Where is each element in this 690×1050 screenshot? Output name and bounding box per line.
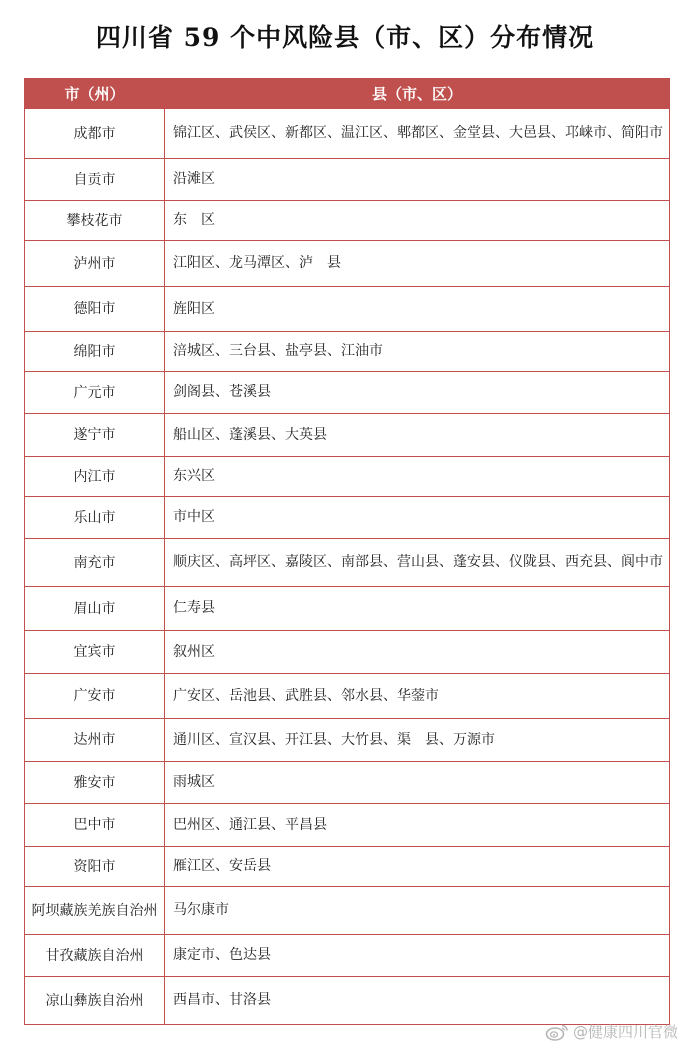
counties-cell: 康定市、色达县 xyxy=(165,935,670,977)
counties-cell: 东兴区 xyxy=(165,457,670,497)
table-row xyxy=(25,241,670,287)
table-row xyxy=(25,457,670,497)
city-cell: 内江市 xyxy=(25,457,165,497)
weibo-icon xyxy=(545,1023,569,1041)
city-cell: 攀枝花市 xyxy=(25,201,165,241)
counties-cell: 西昌市、甘洛县 xyxy=(165,977,670,1025)
table-row xyxy=(25,201,670,241)
city-cell: 雅安市 xyxy=(25,762,165,804)
city-cell: 南充市 xyxy=(25,539,165,587)
table-row xyxy=(25,935,670,977)
city-cell: 绵阳市 xyxy=(25,332,165,372)
city-cell: 自贡市 xyxy=(25,159,165,201)
city-cell: 广元市 xyxy=(25,372,165,414)
table-row xyxy=(25,159,670,201)
counties-cell: 雁江区、安岳县 xyxy=(165,847,670,887)
table-row xyxy=(25,977,670,1025)
counties-cell: 市中区 xyxy=(165,497,670,539)
watermark-text: @健康四川官微 xyxy=(572,1023,678,1041)
city-cell: 泸州市 xyxy=(25,241,165,287)
city-cell: 遂宁市 xyxy=(25,414,165,457)
city-cell: 阿坝藏族羌族自治州 xyxy=(25,887,165,935)
header-counties: 县（市、区） xyxy=(165,78,670,109)
table-row xyxy=(25,287,670,332)
counties-cell: 江阳区、龙马潭区、泸 县 xyxy=(165,241,670,287)
table-row xyxy=(25,631,670,674)
table-row xyxy=(25,719,670,762)
counties-cell: 仁寿县 xyxy=(165,587,670,631)
table-row xyxy=(25,674,670,719)
city-cell: 眉山市 xyxy=(25,587,165,631)
table-header-row xyxy=(25,78,670,109)
table-row xyxy=(25,497,670,539)
table-row xyxy=(25,887,670,935)
watermark xyxy=(545,1021,678,1042)
table-row xyxy=(25,762,670,804)
counties-cell: 剑阁县、苍溪县 xyxy=(165,372,670,414)
counties-cell: 涪城区、三台县、盐亭县、江油市 xyxy=(165,332,670,372)
table-row xyxy=(25,539,670,587)
risk-table xyxy=(24,78,670,1025)
city-cell: 凉山彝族自治州 xyxy=(25,977,165,1025)
counties-cell: 顺庆区、高坪区、嘉陵区、南部县、营山县、蓬安县、仪陇县、西充县、阆中市 xyxy=(165,539,670,587)
city-cell: 资阳市 xyxy=(25,847,165,887)
header-city: 市（州） xyxy=(25,78,165,109)
counties-cell: 马尔康市 xyxy=(165,887,670,935)
counties-cell: 旌阳区 xyxy=(165,287,670,332)
counties-cell: 锦江区、武侯区、新都区、温江区、郫都区、金堂县、大邑县、邛崃市、简阳市 xyxy=(165,109,670,159)
counties-cell: 巴州区、通江县、平昌县 xyxy=(165,804,670,847)
table-row xyxy=(25,587,670,631)
page-title: 四川省 59 个中风险县（市、区）分布情况 xyxy=(95,23,595,52)
counties-cell: 叙州区 xyxy=(165,631,670,674)
city-cell: 甘孜藏族自治州 xyxy=(25,935,165,977)
city-cell: 乐山市 xyxy=(25,497,165,539)
table-row xyxy=(25,847,670,887)
counties-cell: 东 区 xyxy=(165,201,670,241)
counties-cell: 通川区、宣汉县、开江县、大竹县、渠 县、万源市 xyxy=(165,719,670,762)
city-cell: 巴中市 xyxy=(25,804,165,847)
city-cell: 德阳市 xyxy=(25,287,165,332)
city-cell: 广安市 xyxy=(25,674,165,719)
counties-cell: 船山区、蓬溪县、大英县 xyxy=(165,414,670,457)
counties-cell: 沿滩区 xyxy=(165,159,670,201)
counties-cell: 雨城区 xyxy=(165,762,670,804)
city-cell: 达州市 xyxy=(25,719,165,762)
city-cell: 宜宾市 xyxy=(25,631,165,674)
table-row xyxy=(25,372,670,414)
table-row xyxy=(25,414,670,457)
counties-cell: 广安区、岳池县、武胜县、邻水县、华蓥市 xyxy=(165,674,670,719)
city-cell: 成都市 xyxy=(25,109,165,159)
table-row xyxy=(25,109,670,159)
table-row xyxy=(25,332,670,372)
table-row xyxy=(25,804,670,847)
